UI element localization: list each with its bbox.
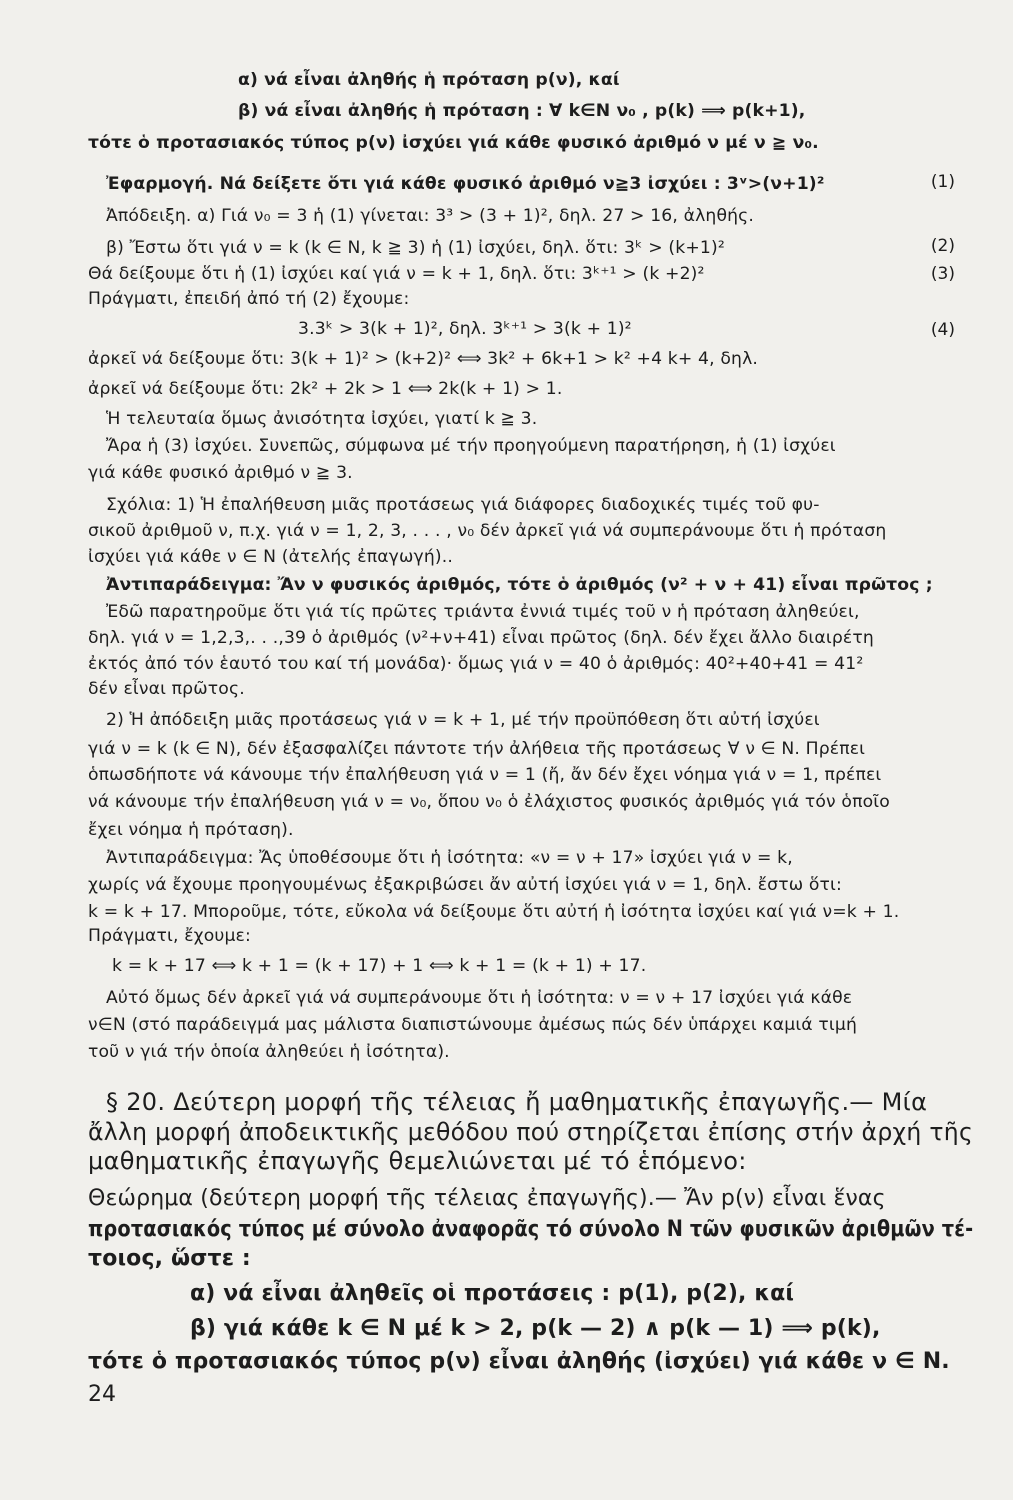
text-line: Θά δείξουμε ὅτι ἡ (1) ἰσχύει καί γιά ν = k + 1, δηλ. ὅτι: 3ᵏ⁺¹ > (k +2)² (88, 264, 705, 284)
text-line: ἐκτός ἀπό τόν ἑαυτό του καί τή μονάδα)· ὅμως γιά ν = 40 ὁ ἀριθμός: 40²+40+41 = 41² (88, 654, 864, 674)
text-line: Πράγματι, ἐπειδή ἀπό τή (2) ἔχουμε: (88, 289, 410, 309)
text-line: 3.3ᵏ > 3(k + 1)², δηλ. 3ᵏ⁺¹ > 3(k + 1)² (298, 319, 632, 339)
text-line: ἔχει νόημα ἡ πρόταση). (88, 820, 294, 840)
text-line: Αὐτό ὅμως δέν ἀρκεῖ γιά νά συμπεράνουμε ὅτι ἡ ἰσότητα: ν = ν + 17 ἰσχύει γιά κάθε (106, 988, 853, 1008)
equation-number: (1) (930, 172, 955, 192)
equation-number: (2) (930, 236, 955, 256)
text-line: Ἀπόδειξη. α) Γιά ν₀ = 3 ἡ (1) γίνεται: 3³ > (3 + 1)², δηλ. 27 > 16, ἀληθής. (106, 206, 755, 226)
text-line: Ἀντιπαράδειγμα: Ἄν ν φυσικός ἀριθμός, τότε ὁ ἀριθμός (ν² + ν + 41) εἶναι πρῶτος ; (106, 575, 933, 595)
text-line: Ἐφαρμογή. Νά δείξετε ὅτι γιά κάθε φυσικό ἀριθμό ν≧3 ἰσχύει : 3ᵛ>(ν+1)² (106, 174, 825, 194)
text-line: προτασιακός τύπος μέ σύνολο ἀναφορᾶς τό σύνολο N τῶν φυσικῶν ἀριθμῶν τέ- (88, 1217, 974, 1242)
text-line: τοῦ ν γιά τήν ὁποία ἀληθεύει ἡ ἰσότητα). (88, 1042, 450, 1062)
text-line: νά κάνουμε τήν ἐπαλήθευση γιά ν = ν₀, ὅπου ν₀ ὁ ἐλάχιστος φυσικός ἀριθμός γιά τόν ὁποῖο (88, 792, 890, 812)
equation-number: (4) (930, 320, 955, 340)
text-line: μαθηματικῆς ἐπαγωγῆς θεμελιώνεται μέ τό ἑπόμενο: (88, 1147, 747, 1175)
text-line: Σχόλια: 1) Ἡ ἐπαλήθευση μιᾶς προτάσεως γιά διάφορες διαδοχικές τιμές τοῦ φυ- (106, 495, 820, 515)
text-line: δηλ. γιά ν = 1,2,3,. . .,39 ὁ ἀριθμός (ν²+ν+41) εἶναι πρῶτος (δηλ. δέν ἔχει ἄλλο διαιρέτη (88, 628, 874, 648)
text-line: Πράγματι, ἔχουμε: (88, 926, 251, 946)
text-line: Ἀντιπαράδειγμα: Ἄς ὑποθέσουμε ὅτι ἡ ἰσότητα: «ν = ν + 17» ἰσχύει γιά ν = k, (106, 848, 793, 868)
theorem-title: Θεώρημα (δεύτερη μορφή τῆς τέλειας ἐπαγωγῆς).— Ἄν p(ν) εἶναι ἕνας (88, 1186, 886, 1211)
text-line: Ἐδῶ παρατηροῦμε ὅτι γιά τίς πρῶτες τριάντα ἐννιά τιμές τοῦ ν ἡ πρόταση ἀληθεύει, (106, 602, 860, 622)
text-line: χωρίς νά ἔχουμε προηγουμένως ἐξακριβώσει ἄν αὐτή ἰσχύει γιά ν = 1, δηλ. ἔστω ὅτι: (88, 875, 842, 895)
text-line: Ἄρα ἡ (3) ἰσχύει. Συνεπῶς, σύμφωνα μέ τήν προηγούμενη παρατήρηση, ἡ (1) ἰσχύει (106, 436, 836, 456)
equation-number: (3) (930, 264, 955, 284)
text-line: Ἡ τελευταία ὅμως ἀνισότητα ἰσχύει, γιατί k ≧ 3. (106, 409, 538, 429)
page-number: 24 (88, 1382, 116, 1407)
text-line: β) Ἔστω ὅτι γιά ν = k (k ∈ N, k ≧ 3) ἡ (1) ἰσχύει, δηλ. ὅτι: 3ᵏ > (k+1)² (106, 238, 725, 258)
text-line: 2) Ἡ ἀπόδειξη μιᾶς προτάσεως γιά ν = k + 1, μέ τήν προϋπόθεση ὅτι αὐτή ἰσχύει (106, 710, 820, 730)
text-line: ν∈N (στό παράδειγμά μας μάλιστα διαπιστώνουμε ἀμέσως πώς δέν ὑπάρχει καμιά τιμή (88, 1015, 857, 1035)
text-line: ὁπωσδήποτε νά κάνουμε τήν ἐπαλήθευση γιά ν = 1 (ἤ, ἄν δέν ἔχει νόημα γιά ν = 1, πρέπει (88, 765, 882, 785)
text-line: δέν εἶναι πρῶτος. (88, 679, 245, 699)
text-line: ἄλλη μορφή ἀποδεικτικῆς μεθόδου πού στηρίζεται ἐπίσης στήν ἀρχή τῆς (88, 1118, 974, 1146)
text-line: ἀρκεῖ νά δείξουμε ὅτι: 2k² + 2k > 1 ⟺ 2k(k + 1) > 1. (88, 379, 563, 399)
text-line: β) νά εἶναι ἀληθής ἡ πρόταση : ∀ k∈N ν₀ , p(k) ⟹ p(k+1), (238, 101, 806, 121)
text-line: γιά κάθε φυσικό ἀριθμό ν ≧ 3. (88, 463, 353, 483)
text-line: k = k + 17 ⟺ k + 1 = (k + 17) + 1 ⟺ k + 1 = (k + 1) + 17. (112, 956, 647, 976)
text-line: σικοῦ ἀριθμοῦ ν, π.χ. γιά ν = 1, 2, 3, . . . , ν₀ δέν ἀρκεῖ γιά νά συμπεράνουμε ὅτι ἡ πρόταση (88, 521, 887, 541)
text-line: τότε ὁ προτασιακός τύπος p(ν) εἶναι ἀληθής (ἰσχύει) γιά κάθε ν ∈ N. (88, 1349, 950, 1374)
text-line: ἰσχύει γιά κάθε ν ∈ N (ἀτελής ἐπαγωγή).. (88, 547, 453, 567)
text-line: τότε ὁ προτασιακός τύπος p(ν) ἰσχύει γιά κάθε φυσικό ἀριθμό ν μέ ν ≧ ν₀. (88, 133, 819, 153)
text-line: ἀρκεῖ νά δείξουμε ὅτι: 3(k + 1)² > (k+2)² ⟺ 3k² + 6k+1 > k² +4 k+ 4, δηλ. (88, 349, 758, 369)
text-line: α) νά εἶναι ἀληθής ἡ πρόταση p(ν), καί (238, 70, 620, 90)
section-heading: § 20. Δεύτερη μορφή τῆς τέλειας ἤ μαθηματικῆς ἐπαγωγῆς.— Μία (106, 1088, 928, 1116)
text-line: α) νά εἶναι ἀληθεῖς οἱ προτάσεις : p(1), p(2), καί (190, 1281, 795, 1306)
text-line: β) γιά κάθε k ∈ N μέ k > 2, p(k — 2) ∧ p(k — 1) ⟹ p(k), (190, 1316, 881, 1341)
text-line: k = k + 17. Μποροῦμε, τότε, εὔκολα νά δείξουμε ὅτι αὐτή ἡ ἰσότητα ἰσχύει καί γιά ν=k + 1. (88, 902, 900, 922)
text-line: τοιος, ὥστε : (88, 1246, 251, 1271)
text-line: γιά ν = k (k ∈ N), δέν ἐξασφαλίζει πάντοτε τήν ἀλήθεια τῆς προτάσεως ∀ ν ∈ N. Πρέπει (88, 739, 866, 759)
